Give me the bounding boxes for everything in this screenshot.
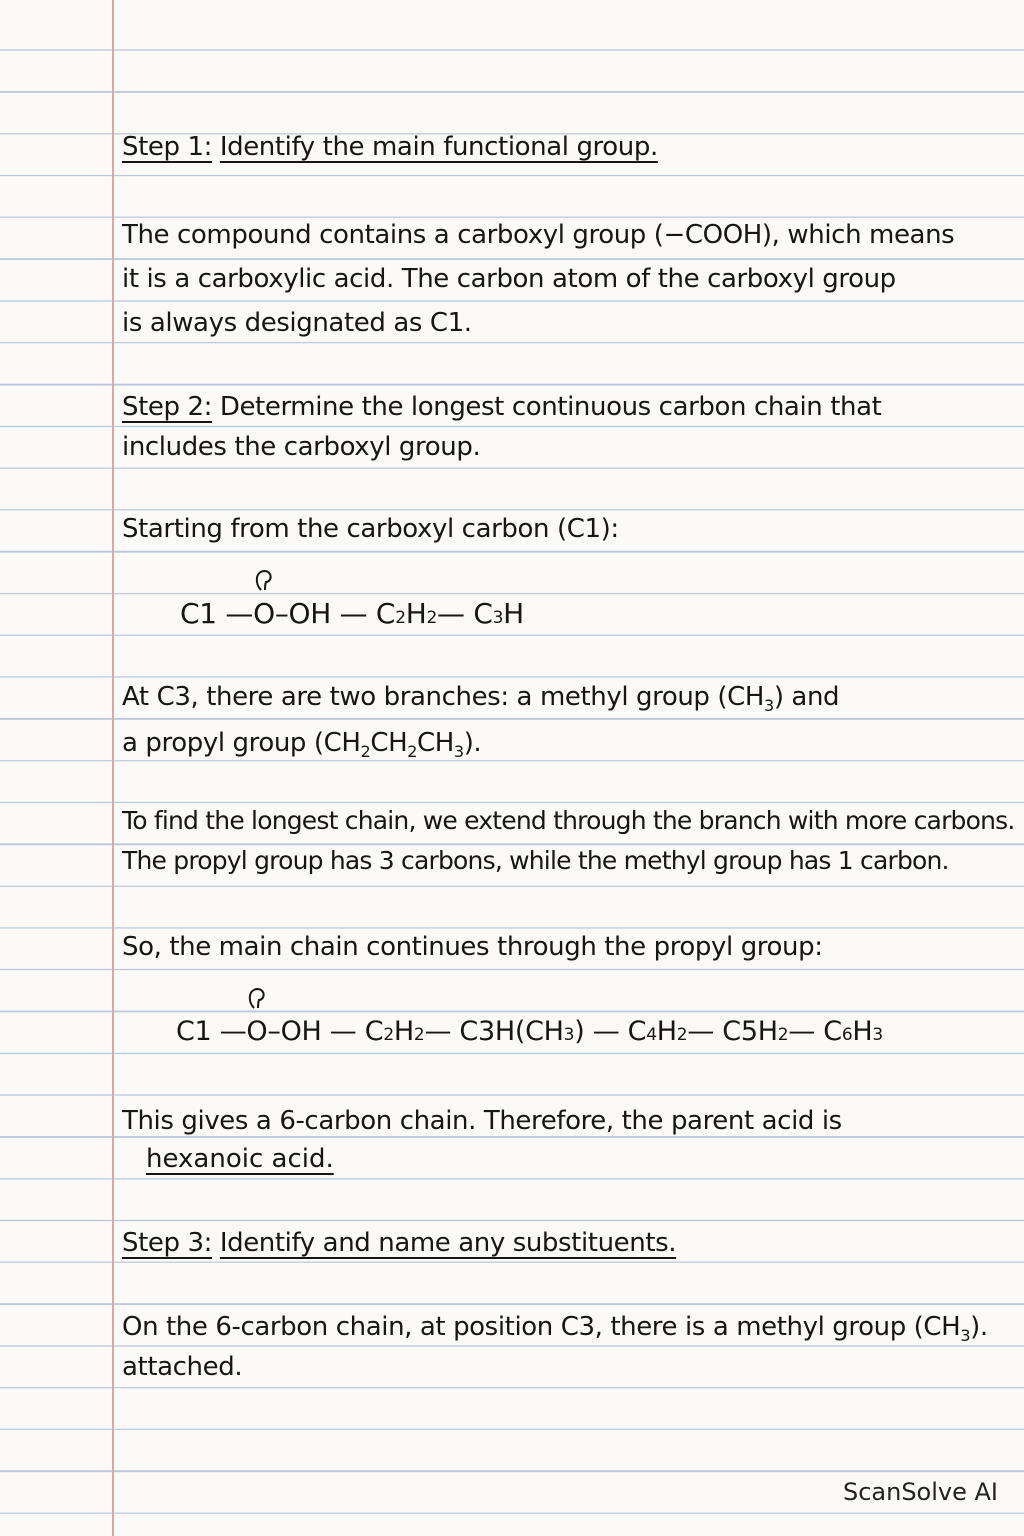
eq1-oh: –OH — C xyxy=(274,597,396,630)
paragraph-5: So, the main chain continues through the propyl group: xyxy=(122,932,823,962)
parent-acid-answer: hexanoic acid. xyxy=(146,1144,334,1174)
eq2-carbonyl-oxygen: O xyxy=(246,1012,267,1052)
paragraph-4-line-1: To find the longest chain, we extend through the branch with more carbons. xyxy=(122,806,1015,835)
paragraph-3-line-1: At C3, there are two branches: a methyl group $(CH_3)$ and xyxy=(122,682,840,716)
step-2-title-line-2: includes the carboxyl group. xyxy=(122,432,481,462)
chain-equation-1: C1 — O –OH — C 2 H 2 — C 3 H xyxy=(180,594,524,638)
paragraph-3-line-2: a propyl group $(CH_2CH_2CH_3)$. xyxy=(122,728,482,762)
step-3-heading xyxy=(122,1222,676,1264)
eq1-c1: C1 — xyxy=(180,597,254,630)
step-2-label: Step 2: xyxy=(122,392,212,422)
step-2-heading xyxy=(122,386,881,428)
chain-equation-2: C1 — O –OH — C 2 H 2 — C3H(CH 3 ) — C 4 H 2 — C5H 2 — C 6 H 3 xyxy=(176,1012,883,1055)
step-1-heading xyxy=(122,126,658,168)
paragraph-4-line-2: The propyl group has 3 carbons, while the methyl group has 1 carbon. xyxy=(122,846,949,875)
paragraph-1-line-1: The compound contains a carboxyl group (−COOH), which means xyxy=(122,220,955,250)
step-3-label: Step 3: xyxy=(122,1228,212,1258)
paragraph-1-line-2: it is a carboxylic acid. The carbon atom of the carboxyl group xyxy=(122,264,896,294)
step-3-title: Identify and name any substituents. xyxy=(219,1228,677,1258)
eq1-carbonyl-oxygen: O xyxy=(253,594,275,634)
paragraph-7-line-2: attached. xyxy=(122,1352,243,1382)
paragraph-6-line-1: This gives a 6-carbon chain. Therefore, the parent acid is xyxy=(122,1106,842,1136)
brand-watermark: ScanSolve AI xyxy=(842,1478,998,1506)
notebook-margin-line xyxy=(112,0,114,1536)
eq2-c1: C1 — xyxy=(176,1016,247,1047)
step-2-title: Determine the longest continuous carbon chain that xyxy=(219,392,882,422)
lone-pair-icon xyxy=(253,568,275,592)
paragraph-2: Starting from the carboxyl carbon (C1): xyxy=(122,514,619,544)
step-1-label: Step 1: xyxy=(122,132,212,162)
step-1-title: Identify the main functional group. xyxy=(219,132,658,162)
paragraph-1-line-3: is always designated as C1. xyxy=(122,308,472,338)
paragraph-7-line-1: On the 6-carbon chain, at position C3, there is a methyl group $(CH_3)$. xyxy=(122,1312,988,1346)
lone-pair-icon xyxy=(246,986,268,1010)
